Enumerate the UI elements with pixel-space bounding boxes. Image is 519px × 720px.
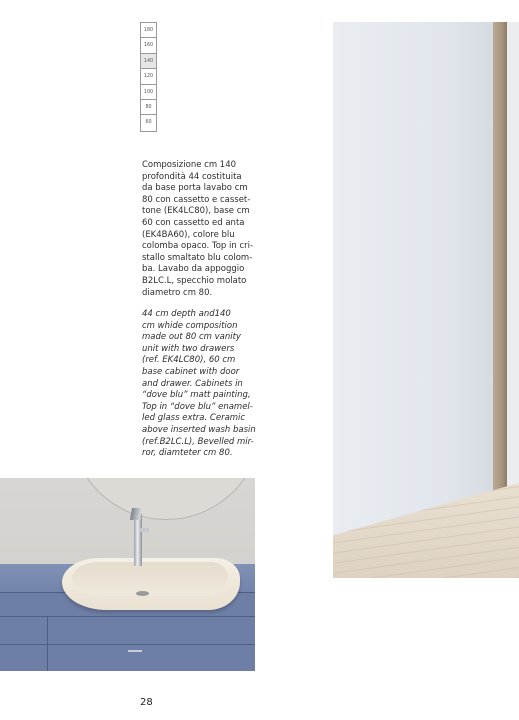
faucet [134,514,142,566]
size-option-180: 180 [141,23,156,38]
description-italian: Composizione cm 140 profondità 44 costituita da base porta lavabo cm 80 con cassetto e casset- tone (EK4LC80), base cm 60 con cassetto ed anta (EK4BA60), colore blu colomba opaco. Top in cri- stallo smaltato blu colom- ba. Lavabo da appoggio B2LC.L, specchio molato diametro cm 80. [142,160,254,298]
size-option-60: 60 [141,115,156,130]
washbasin-photo [0,478,255,671]
basin-drain [136,591,149,596]
size-option-80: 80 [141,100,156,115]
size-option-120: 120 [141,69,156,84]
size-selector [140,22,157,132]
wall [333,22,493,578]
drawer-line [0,616,255,617]
drawer-handle [128,650,142,652]
size-option-140-selected: 140 [141,54,156,69]
cabinet-divider [47,616,48,671]
size-option-100: 100 [141,85,156,100]
basin-bowl [72,562,228,596]
bathroom-room-photo [333,22,519,578]
round-mirror [70,478,255,520]
faucet-spout [140,528,149,532]
page-number: 28 [140,697,153,708]
drawer-line [0,644,255,645]
size-option-160: 160 [141,38,156,53]
faucet-lever [130,508,142,520]
description-english: 44 cm depth and140 cm whide composition made out 80 cm vanity unit with two drawers (ref. EK4LC80), 60 cm base cabinet with door and drawer. Cabinets in “dove blu” matt painting, Top in “dove blu” enamel- led glass extra. Ceramic above inserted wash basin (ref.B2LC.L), Bevelled mir- ror, diamteter cm 80. [142,309,256,459]
